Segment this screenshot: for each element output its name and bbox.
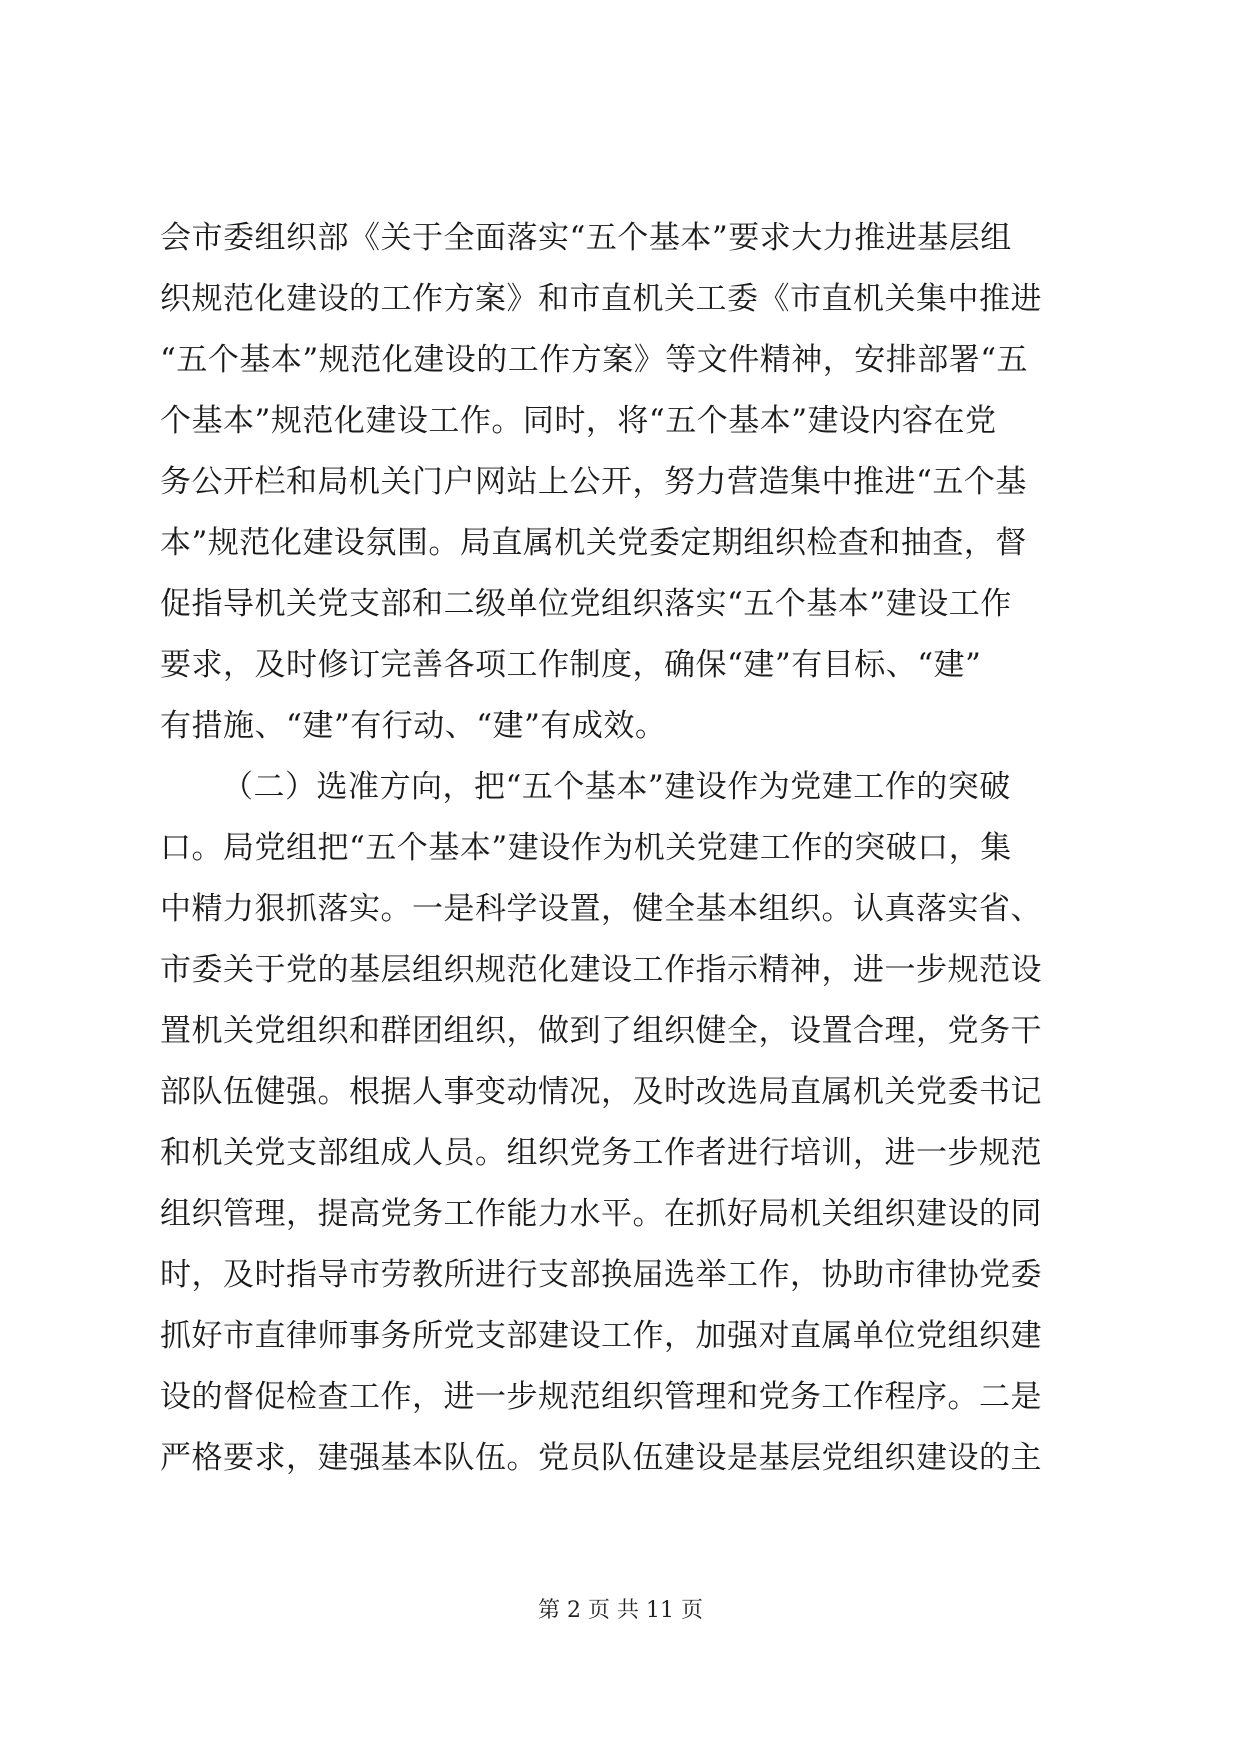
text-line: 时，及时指导市劳教所进行支部换届选举工作，协助市律协党委 — [160, 1257, 1042, 1293]
text-line: 组织管理，提高党务工作能力水平。在抓好局机关组织建设的同 — [160, 1196, 1042, 1232]
page-number-footer: 第 2 页 共 11 页 — [538, 1598, 703, 1623]
text-line: 和机关党支部组成人员。组织党务工作者进行培训，进一步规范 — [160, 1135, 1042, 1171]
text-line: 促指导机关党支部和二级单位党组织落实“五个基本”建设工作 — [160, 586, 1012, 622]
text-line: 务公开栏和局机关门户网站上公开，努力营造集中推进“五个基 — [160, 464, 1027, 500]
text-line: 口。局党组把“五个基本”建设作为机关党建工作的突破口，集 — [160, 830, 1012, 866]
text-line: 市委关于党的基层组织规范化建设工作指示精神，进一步规范设 — [160, 952, 1042, 988]
text-line: 中精力狠抓落实。一是科学设置，健全基本组织。认真落实省、 — [160, 891, 1042, 927]
text-line: 置机关党组织和群团组织，做到了组织健全，设置合理，党务干 — [160, 1013, 1042, 1049]
text-line: “五个基本”规范化建设的工作方案》等文件精神，安排部署“五 — [160, 342, 1029, 378]
text-line: 抓好市直律师事务所党支部建设工作，加强对直属单位党组织建 — [160, 1318, 1042, 1354]
text-line: 要求，及时修订完善各项工作制度，确保“建”有目标、“建” — [160, 647, 982, 683]
text-line: 会市委组织部《关于全面落实“五个基本”要求大力推进基层组 — [160, 220, 1012, 256]
text-line: 个基本”规范化建设工作。同时，将“五个基本”建设内容在党 — [160, 403, 997, 439]
text-line: 严格要求，建强基本队伍。党员队伍建设是基层党组织建设的主 — [160, 1440, 1042, 1476]
text-line: 本”规范化建设氛围。局直属机关党委定期组织检查和抽查，督 — [160, 525, 1027, 561]
text-line: 设的督促检查工作，进一步规范组织管理和党务工作程序。二是 — [160, 1379, 1042, 1415]
text-line: 有措施、“建”有行动、“建”有成效。 — [160, 708, 667, 744]
text-line: 部队伍健强。根据人事变动情况，及时改选局直属机关党委书记 — [160, 1074, 1042, 1110]
section-heading: （二）选准方向，把“五个基本”建设作为党建工作的突破 — [222, 769, 1011, 805]
text-line: 织规范化建设的工作方案》和市直机关工委《市直机关集中推进 — [160, 281, 1042, 317]
